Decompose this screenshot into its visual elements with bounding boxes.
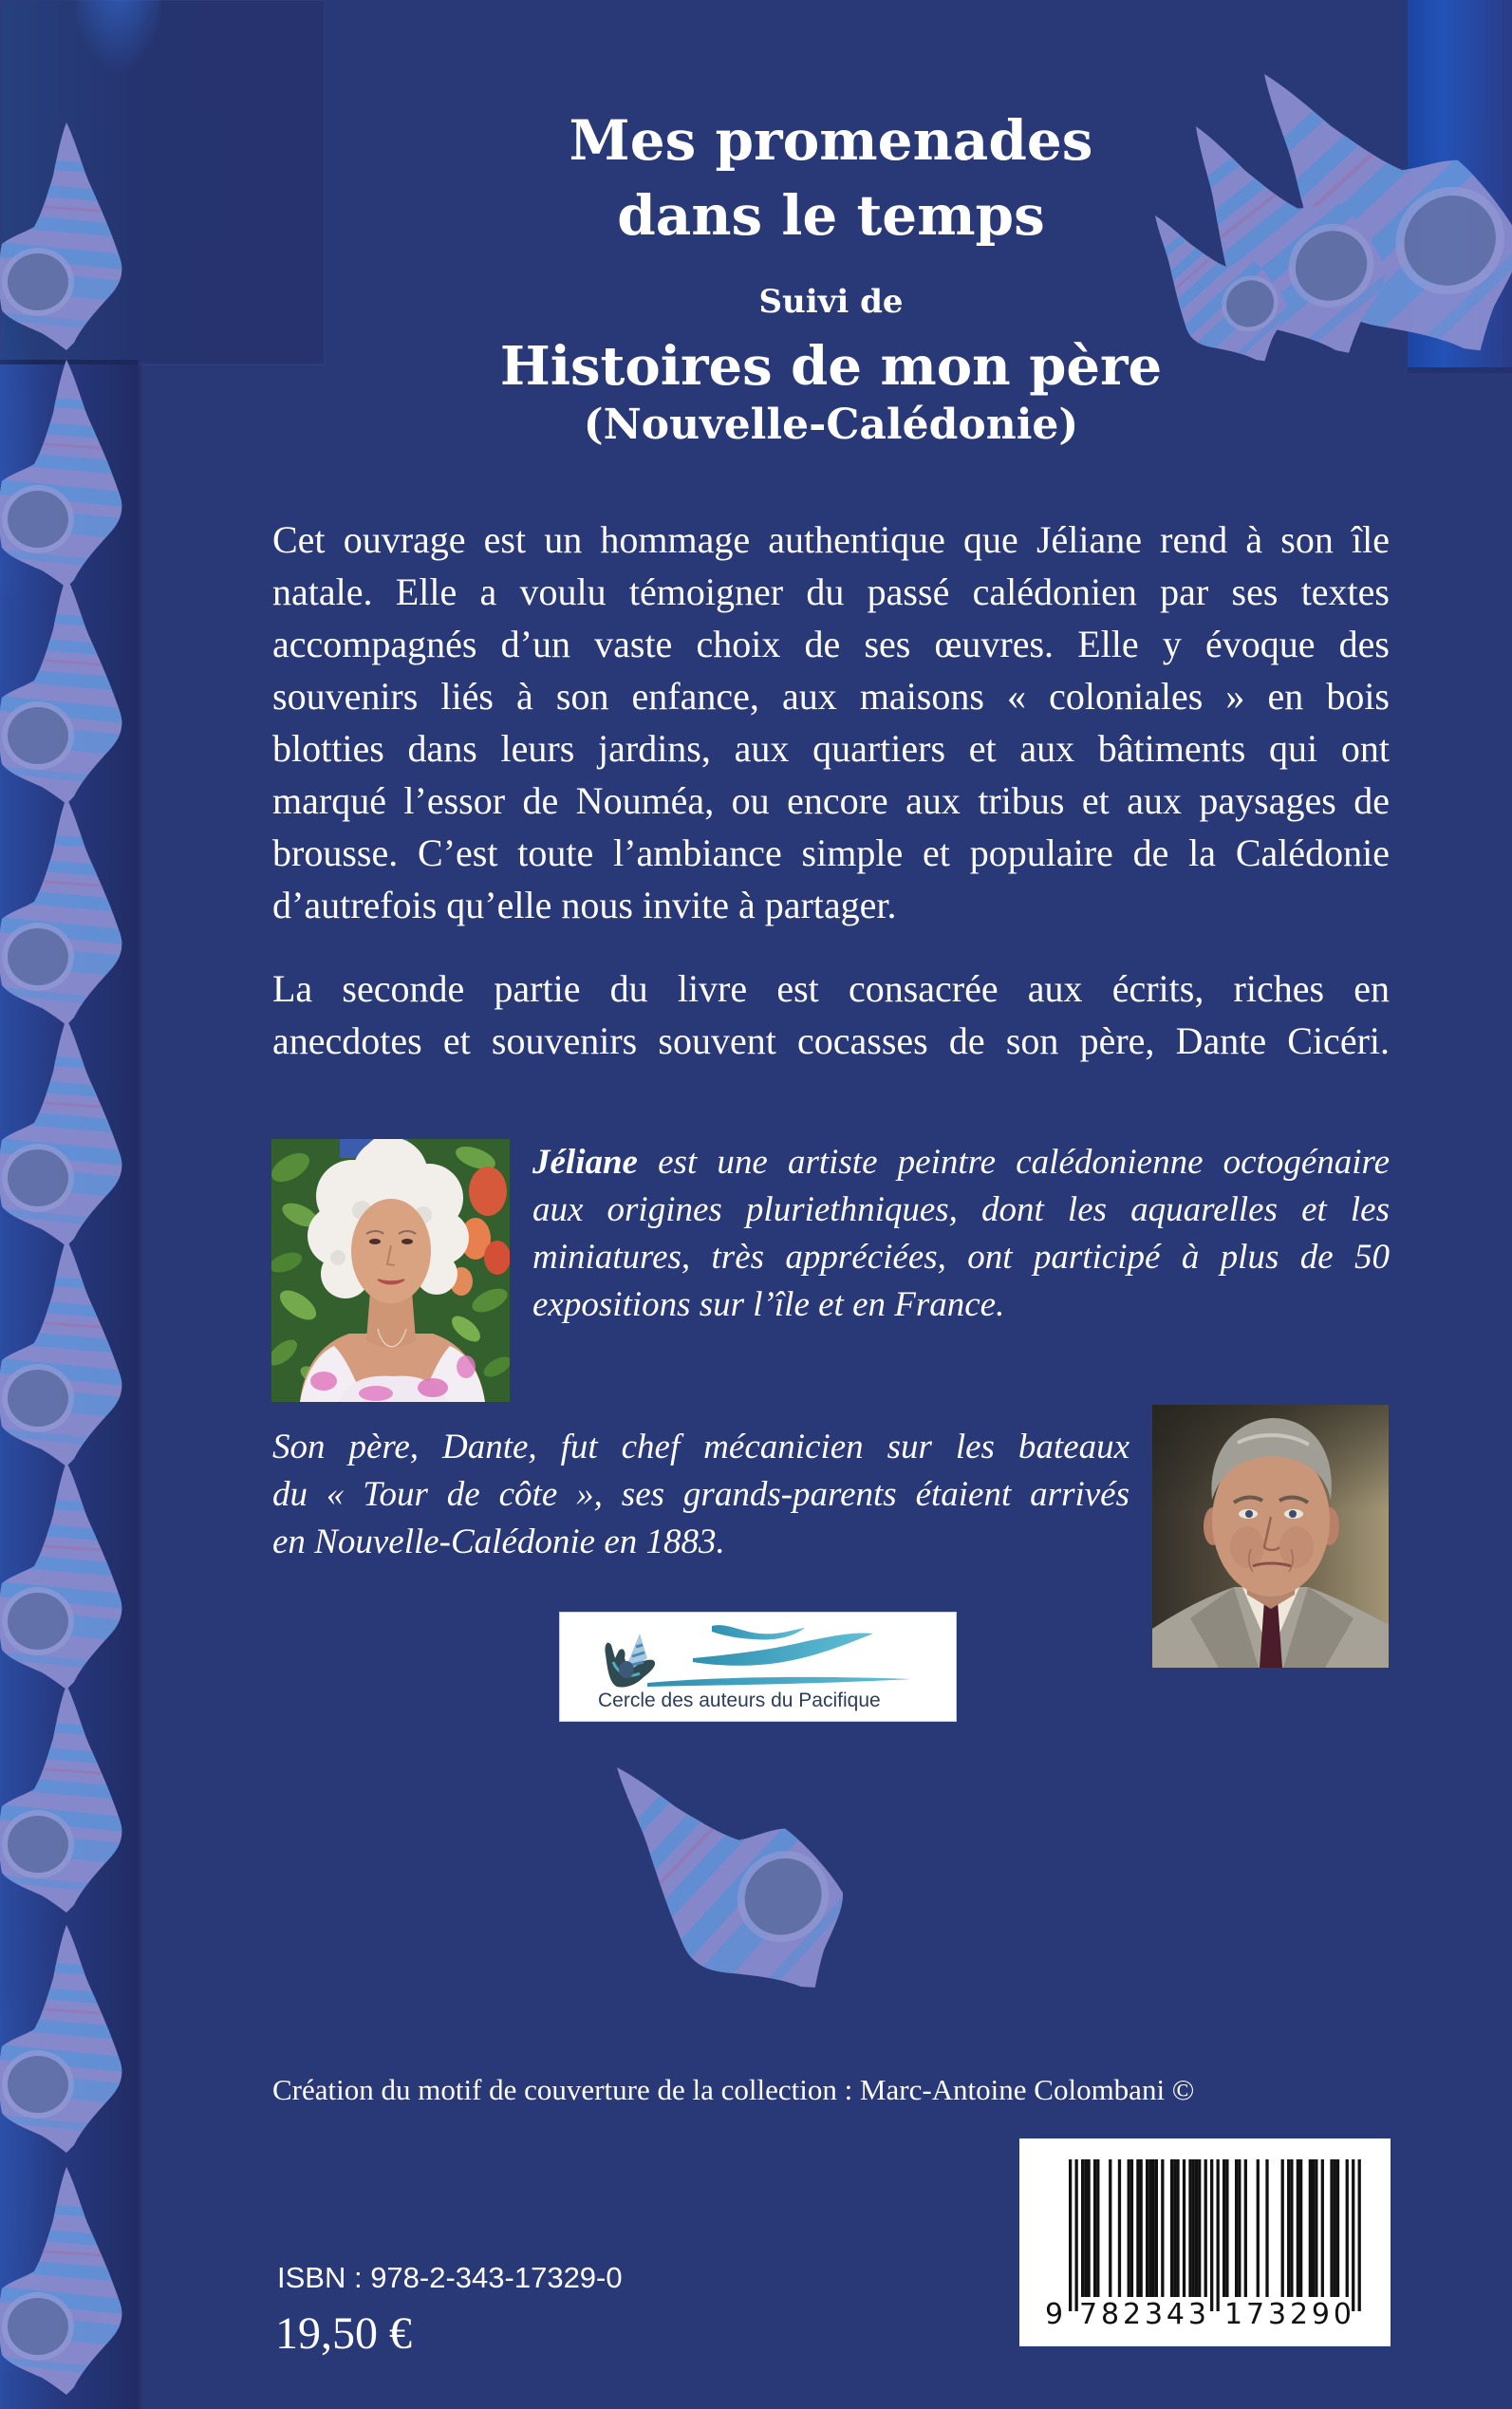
bio-line: Son père, Dante, fut chef mécanicien sur les bateaux [272, 1428, 1129, 1466]
barcode-bars [1069, 2159, 1361, 2311]
bio-line: miniatures, très appréciées, ont participé à plus de 50 [532, 1238, 1390, 1277]
barcode-left-digits: 782343 [1079, 2298, 1206, 2331]
summary-line: natale. Elle a voulu témoigner du passé calédonien par ses textes [272, 570, 1390, 613]
summary-line: Cet ouvrage est un hommage authentique que Jéliane rend à son île [272, 518, 1390, 561]
bio-line: Jéliane est une artiste peintre calédonienne octogénaire [532, 1143, 1390, 1182]
summary-paragraph-2 [272, 962, 1390, 1067]
isbn: ISBN : 978-2-343-17329-0 [277, 2261, 623, 2294]
hand-holding-shell-icon [605, 1634, 655, 1688]
cover-credit: Création du motif de couverture de la collection : Marc-Antoine Colombani © [272, 2073, 1195, 2106]
second-title: Histoires de mon père [499, 335, 1163, 398]
author-bio [532, 1139, 1390, 1329]
barcode-right-digits: 173290 [1224, 2298, 1352, 2331]
summary-line: accompagnés d’un vaste choix de ses œuvres. Elle y évoque des [272, 623, 1390, 665]
publisher-logo [560, 1613, 956, 1721]
summary-line: marqué l’essor de Nouméa, ou encore aux tribus et aux paysages de [272, 779, 1390, 822]
publisher-name: Cercle des auteurs du Pacifique [598, 1690, 881, 1711]
bio-line: du « Tour de côte », ses grands-parents étaient arrivés [272, 1475, 1129, 1514]
summary-paragraph-1 [272, 514, 1390, 931]
bio-line: aux origines pluriethniques, dont les aquarelles et les [532, 1190, 1390, 1229]
title-connector: Suivi de [758, 283, 904, 321]
summary-line: blotties dans leurs jardins, aux quartiers et aux bâtiments qui ont [272, 727, 1390, 770]
author-name: Jéliane [532, 1143, 638, 1182]
bio-line: expositions sur l’île et en France. [532, 1285, 1005, 1324]
summary-line: souvenirs liés à son enfance, aux maisons « coloniales » en bois [272, 675, 1390, 718]
barcode-lead-digit: 9 [1045, 2298, 1064, 2331]
book-title-line-2: dans le temps [617, 183, 1045, 248]
father-bio [272, 1424, 1129, 1566]
summary-line: brousse. C’est toute l’ambiance simple et populaire de la Calédonie [272, 831, 1390, 874]
bio-line: en Nouvelle-Calédonie en 1883. [272, 1522, 725, 1561]
price: 19,50 € [275, 2308, 412, 2359]
title-region: (Nouvelle-Calédonie) [583, 401, 1079, 449]
father-portrait-photo [1152, 1405, 1389, 1668]
summary-line: La seconde partie du livre est consacrée aux écrits, riches en [272, 967, 1390, 1010]
summary-line: d’autrefois qu’elle nous invite à partager. [272, 884, 897, 926]
book-title-line-1: Mes promenades [569, 108, 1093, 173]
author-portrait-photo [271, 1139, 510, 1402]
ean-barcode [1019, 2138, 1391, 2346]
summary-line: anecdotes et souvenirs souvent cocasses de son père, Dante Cicéri. [272, 1019, 1390, 1062]
